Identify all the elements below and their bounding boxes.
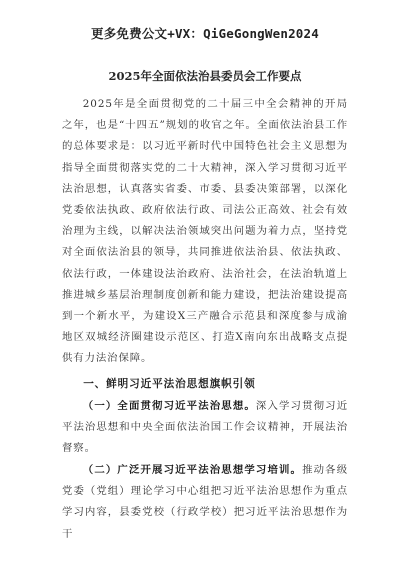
document-title: 2025年全面依法治县委员会工作要点 bbox=[108, 69, 302, 83]
section-heading-1: 一、鲜明习近平法治思想旗帜引领 bbox=[83, 378, 256, 390]
item-2-text: 推动各级党委（党组）理论学习中心组把习近平法治思想作为重点学习内容，县委党校（行政学校）把习近平法治思想作为干 bbox=[62, 464, 348, 540]
item-2-lead: （二）广泛开展习近平法治思想学习培训。 bbox=[82, 464, 303, 476]
intro-paragraph: 2025年是全面贯彻党的二十届三中全会精神的开局之年，也是“十四五”规划的收官之年。全面依法治县工作的总体要求是：以习近平新时代中国特色社会主义思想为指导全面贯彻落实党的二十大精神，深入学习贯彻习近平法治思想，认真落实省委、市委、县委决策部署，以深化党委依法执政、政府依法行政、司法公正高效、社会有效治理为主线，以解决法治领域突出问题为着力点，坚持党对全面依法治县的领导，共同推进依法治县、依法执政、依法行政，一体建设法治政府、法治社会，在法治轨道上推进城乡基层治理制度创新和能力建设，把法治建设提高到一个新水平，为建设X三产融合示范县和深度参与成渝地区双城经济圈建设示范区、打造X南向东出战略支点提供有力法治保障。 bbox=[62, 98, 348, 365]
item-paragraph-2 bbox=[62, 460, 348, 545]
item-1-lead: （一）全面贯彻习近平法治思想。 bbox=[82, 400, 256, 412]
item-1-text: 深入学习贯彻习近平法治思想和中央全面依法治国工作会议精神，开展法治督察。 bbox=[62, 400, 349, 455]
promo-banner: 更多免费公文+VX：QiGeGongWen2024 bbox=[91, 26, 319, 41]
item-paragraph-1 bbox=[62, 396, 348, 460]
